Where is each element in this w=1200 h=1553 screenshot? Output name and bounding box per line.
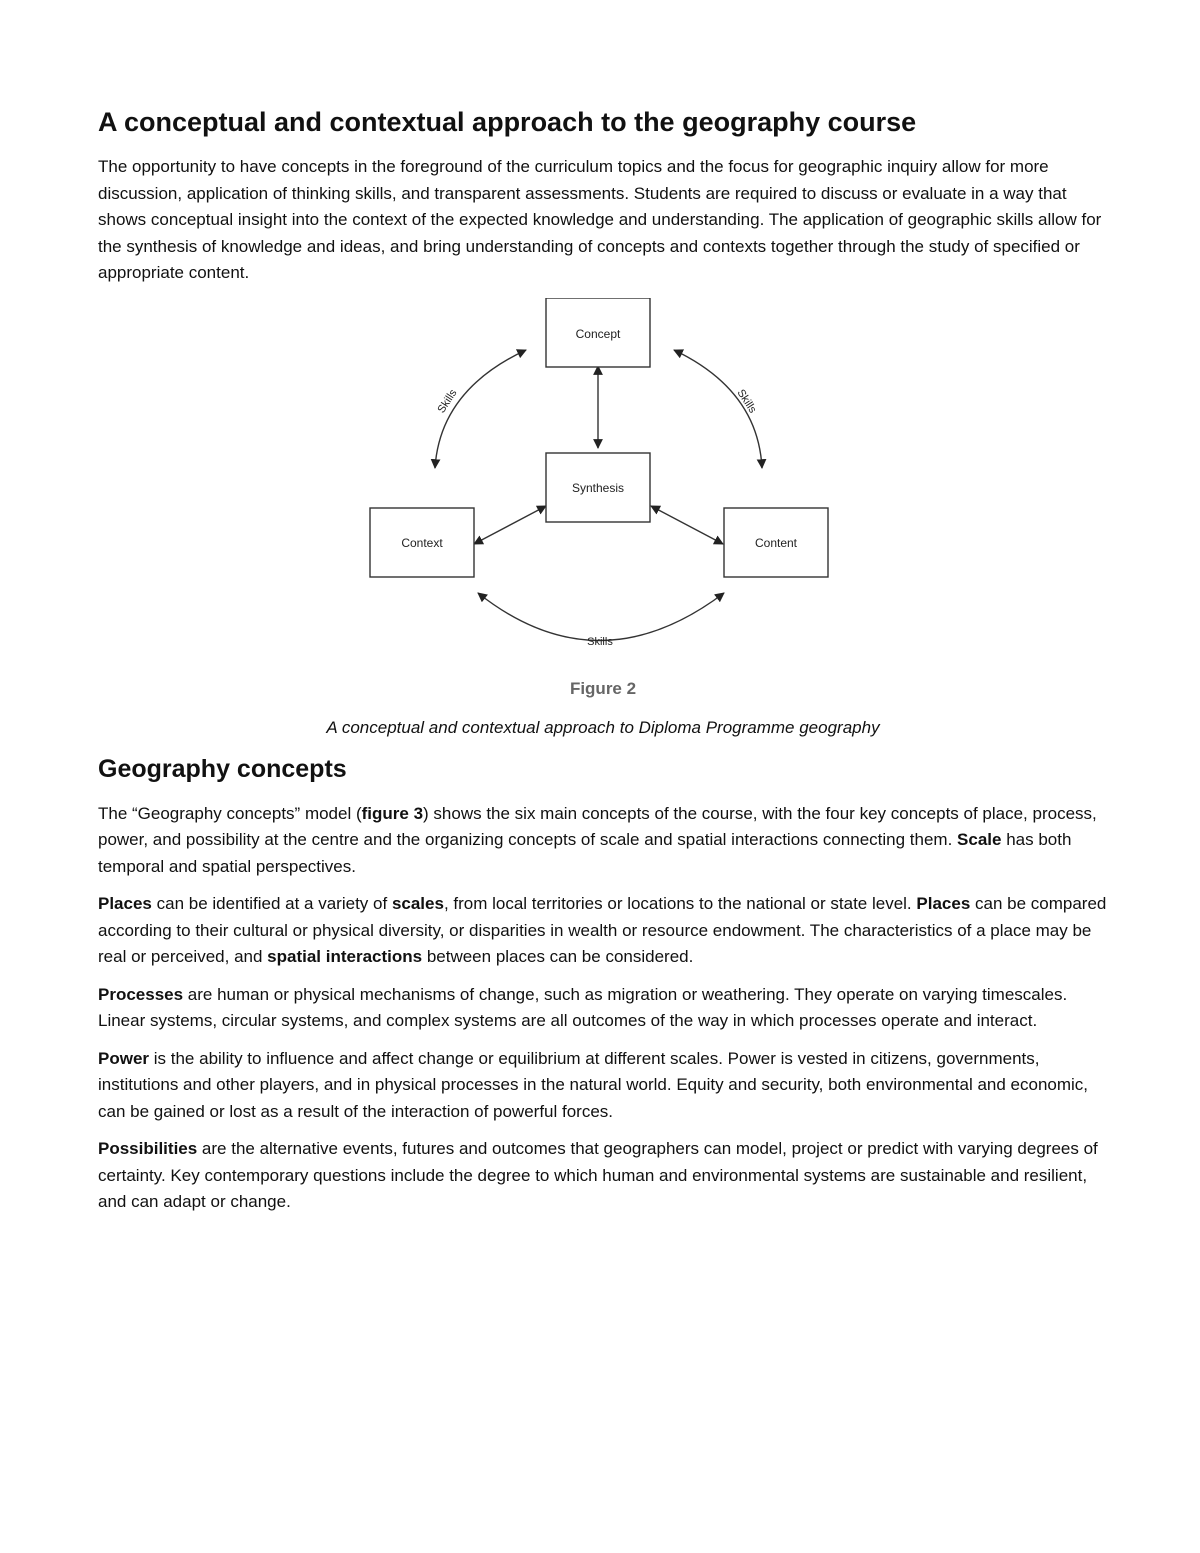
content-label: Content <box>754 535 798 550</box>
concepts-paragraph-possibilities: Possibilities are the alternative events, futures and outcomes that geographers can model, project or predict with varying degrees of certainty. Key contemporary questions include the degree to which human and environmental systems are sustainable and resilient, and can adapt or change. <box>98 1139 1098 1211</box>
document-page <box>98 98 1108 1227</box>
arrow-synthesis-content <box>651 506 723 544</box>
section-heading-conceptual-approach: A conceptual and contextual approach to the geography course <box>98 107 917 137</box>
skills-label-bottom: Skills <box>587 635 613 648</box>
concepts-paragraph-power: Power is the ability to influence and affect change or equilibrium at different scales. Power is vested in citizens, governments, institutions and other players, and in physical processes in the natural world. Equity and security, both environmental and economic, can be gained or lost as a result of the interaction of powerful forces. <box>98 1048 1089 1121</box>
synthesis-label: Synthesis <box>571 480 625 495</box>
intro-paragraph: The opportunity to have concepts in the foreground of the curriculum topics and the focus for geographic inquiry allow for more discussion, application of thinking skills, and transparent assessments. Students are required to discuss or evaluate in a way that shows conceptual insight into the context of the expected knowledge and understanding. The application of geographic skills allow for the synthesis of knowledge and ideas, and bring understanding of concepts and contexts together through the study of specified or appropriate content. <box>98 157 1102 282</box>
concepts-paragraph-model: The “Geography concepts” model (figure 3) shows the six main concepts of the course, with the four key concepts of place, process, power, and possibility at the centre and the organizing concepts of scale and spatial interactions connecting them. Scale has both temporal and spatial perspectives. <box>98 803 1097 876</box>
diagram-svg <box>98 298 1108 676</box>
skills-label-right: Skills <box>734 386 759 415</box>
arrow-synthesis-context <box>474 506 546 544</box>
concepts-paragraph-places: Places can be identified at a variety of scales, from local territories or locations to the national or state level. Places can be compared according to their cultural or physical diversity, or disparities in wealth or resource endowment. The characteristics of a place may be real or perceived, and spatial interactions between places can be considered. <box>98 894 1107 966</box>
figure-label: Figure 2 <box>569 678 637 698</box>
concept-label: Concept <box>575 326 621 341</box>
skills-arrow-bottom <box>478 593 724 641</box>
section-heading-geography-concepts: Geography concepts <box>98 754 347 783</box>
figure-3-reference: figure 3 <box>361 803 424 823</box>
skills-label-left: Skills <box>435 386 460 415</box>
figure-2-diagram <box>98 298 1108 676</box>
concepts-paragraph-processes: Processes are human or physical mechanisms of change, such as migration or weathering. They operate on varying timescales. Linear systems, circular systems, and complex systems are all outcomes of the way in which processes operate and interact. <box>98 984 1068 1030</box>
figure-caption: A conceptual and contextual approach to Diploma Programme geography <box>326 717 880 737</box>
context-label: Context <box>401 535 443 550</box>
